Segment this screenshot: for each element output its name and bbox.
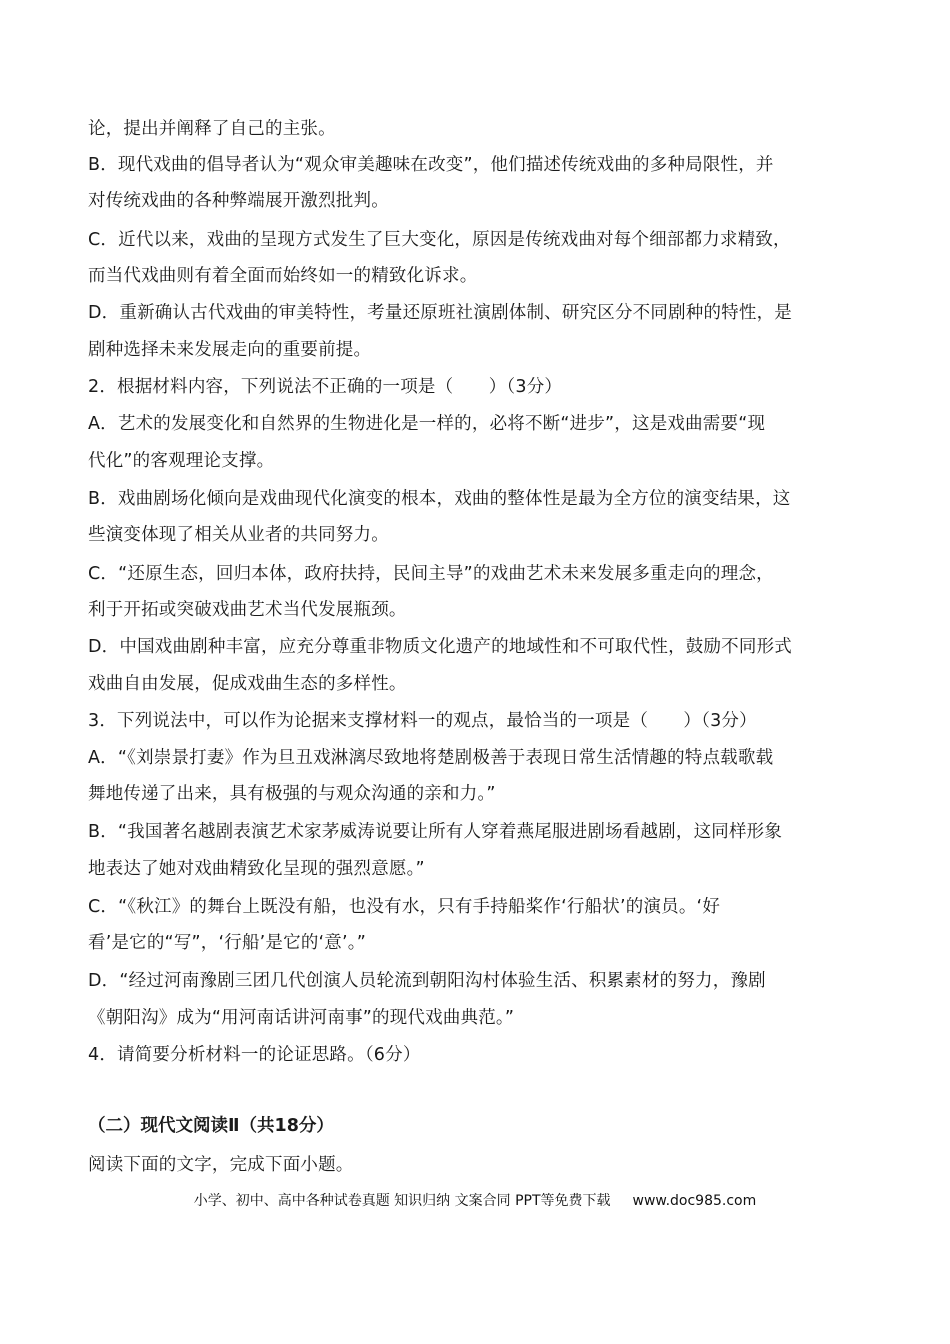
text-line: 看’是它的“写”，‘行船’是它的‘意’。”	[88, 933, 366, 953]
text-line: 论，提出并阐释了自己的主张。	[88, 119, 336, 139]
text-line: 代化”的客观理论支撑。	[88, 451, 275, 471]
footer-url[interactable]: www.doc985.com	[632, 1193, 757, 1209]
question-3: 3．下列说法中，可以作为论据来支撑材料一的观点，最恰当的一项是（ ）（3分）	[88, 711, 757, 731]
option-d-line: D．“经过河南豫剧三团几代创演人员轮流到朝阳沟村体验生活、积累素材的努力，豫剧	[88, 971, 766, 991]
option-a-line: A．“《刘崇景打妻》作为旦丑戏淋漓尽致地将楚剧极善于表现日常生活情趣的特点载歌载	[88, 748, 774, 768]
text-line: 些演变体现了相关从业者的共同努力。	[88, 525, 389, 545]
option-b-line: B．戏曲剧场化倾向是戏曲现代化演变的根本，戏曲的整体性是最为全方位的演变结果，这	[88, 489, 791, 509]
option-c-line: C．“《秋江》的舞台上既没有船，也没有水，只有手持船桨作‘行船状’的演员。‘好	[88, 897, 721, 917]
option-b-line: B．“我国著名越剧表演艺术家茅威涛说要让所有人穿着燕尾服进剧场看越剧，这同样形象	[88, 822, 783, 842]
option-c-line: C．“还原生态，回归本体，政府扶持，民间主导”的戏曲艺术未来发展多重走向的理念，	[88, 564, 774, 584]
option-c-line: C．近代以来，戏曲的呈现方式发生了巨大变化，原因是传统戏曲对每个细部都力求精致，	[88, 230, 791, 250]
text-line: 对传统戏曲的各种弊端展开激烈批判。	[88, 191, 389, 211]
option-d-line: D．重新确认古代戏曲的审美特性，考量还原班社演剧体制、研究区分不同剧种的特性，是	[88, 303, 792, 323]
text-line: 而当代戏曲则有着全面而始终如一的精致化诉求。	[88, 266, 478, 286]
question-2: 2．根据材料内容，下列说法不正确的一项是（ ）（3分）	[88, 377, 563, 397]
text-line: 利于开拓或突破戏曲艺术当代发展瓶颈。	[88, 600, 407, 620]
option-d-line: D．中国戏曲剧种丰富，应充分尊重非物质文化遗产的地域性和不可取代性，鼓励不同形式	[88, 637, 792, 657]
page-footer	[0, 1190, 950, 1212]
text-line: 剧种选择未来发展走向的重要前提。	[88, 340, 372, 360]
section-heading: （二）现代文阅读Ⅱ（共18分）	[88, 1116, 334, 1136]
section-instruction: 阅读下面的文字，完成下面小题。	[88, 1155, 354, 1175]
footer-text: 小学、初中、高中各种试卷真题 知识归纳 文案合同 PPT等免费下载	[193, 1193, 611, 1209]
question-4: 4．请简要分析材料一的论证思路。（6分）	[88, 1045, 421, 1065]
option-a-line: A．艺术的发展变化和自然界的生物进化是一样的，必将不断“进步”，这是戏曲需要“现	[88, 414, 766, 434]
option-b-line: B．现代戏曲的倡导者认为“观众审美趣味在改变”，他们描述传统戏曲的多种局限性，并	[88, 155, 774, 175]
text-line: 戏曲自由发展，促成戏曲生态的多样性。	[88, 674, 407, 694]
text-line: 《朝阳沟》成为“用河南话讲河南事”的现代戏曲典范。”	[88, 1008, 515, 1028]
text-line: 舞地传递了出来，具有极强的与观众沟通的亲和力。”	[88, 784, 496, 804]
text-line: 地表达了她对戏曲精致化呈现的强烈意愿。”	[88, 859, 425, 879]
